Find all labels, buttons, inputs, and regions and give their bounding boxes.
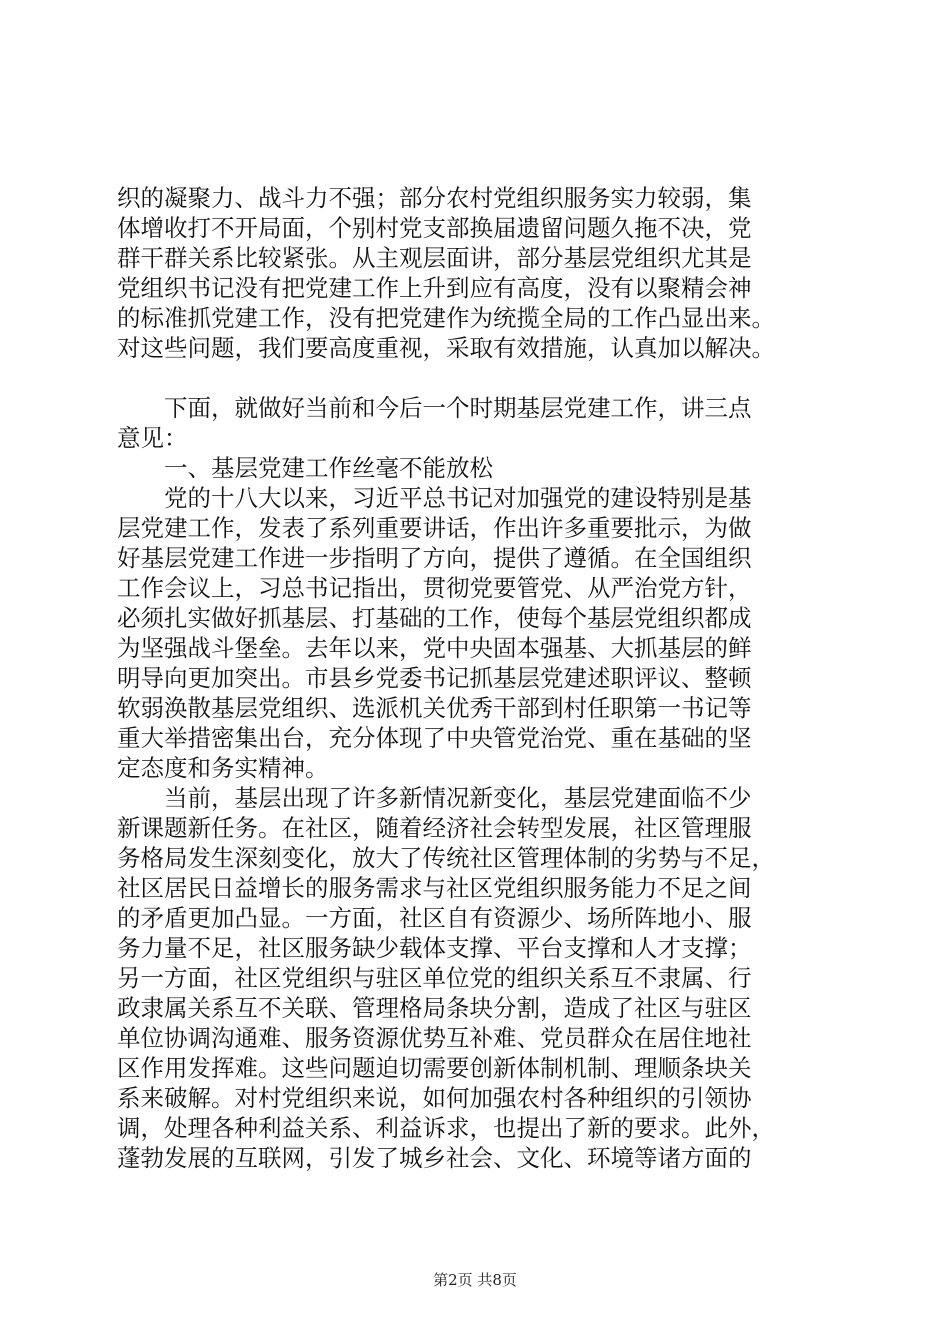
text-line: 定态度和务实精神。 <box>117 754 329 782</box>
text-line: 重大举措密集出台，充分体现了中央管党治党、重在基础的坚 <box>117 724 752 752</box>
text-line: 织的凝聚力、战斗力不强；部分农村党组织服务实力较弱，集 <box>117 184 752 212</box>
text-line: 必须扎实做好抓基层、打基础的工作，使每个基层党组织都成 <box>117 604 752 632</box>
text-line: 社区居民日益增长的服务需求与社区党组织服务能力不足之间 <box>117 874 752 902</box>
text-line: 下面，就做好当前和今后一个时期基层党建工作，讲三点 <box>117 394 752 422</box>
page-footer: 第2页 共8页 <box>433 1271 517 1289</box>
text-line: 调，处理各种利益关系、利益诉求，也提出了新的要求。此外， <box>117 1114 775 1142</box>
text-line: 党的十八大以来，习近平总书记对加强党的建设特别是基 <box>117 484 752 512</box>
section-heading: 一、基层党建工作丝毫不能放松 <box>117 454 493 482</box>
text-line: 体增收打不开局面，个别村党支部换届遗留问题久拖不决，党 <box>117 214 752 242</box>
text-line: 的标准抓党建工作，没有把党建作为统揽全局的工作凸显出来。 <box>117 304 775 332</box>
text-line: 明导向更加突出。市县乡党委书记抓基层党建述职评议、整顿 <box>117 664 752 692</box>
text-line: 好基层党建工作进一步指明了方向，提供了遵循。在全国组织 <box>117 544 752 572</box>
text-line: 另一方面，社区党组织与驻区单位党的组织关系互不隶属、行 <box>117 964 752 992</box>
text-line: 务力量不足，社区服务缺少载体支撑、平台支撑和人才支撑； <box>117 934 752 962</box>
text-line: 意见： <box>117 424 188 452</box>
text-line: 系来破解。对村党组织来说，如何加强农村各种组织的引领协 <box>117 1084 752 1112</box>
text-line: 群干群关系比较紧张。从主观层面讲，部分基层党组织尤其是 <box>117 244 752 272</box>
text-line: 对这些问题，我们要高度重视，采取有效措施，认真加以解决。 <box>117 334 775 362</box>
text-line: 区作用发挥难。这些问题迫切需要创新体制机制、理顺条块关 <box>117 1054 752 1082</box>
text-line: 的矛盾更加凸显。一方面，社区自有资源少、场所阵地小、服 <box>117 904 752 932</box>
text-line: 层党建工作，发表了系列重要讲话，作出许多重要批示，为做 <box>117 514 752 542</box>
text-line: 工作会议上，习总书记指出，贯彻党要管党、从严治党方针， <box>117 574 752 602</box>
text-line: 新课题新任务。在社区，随着经济社会转型发展，社区管理服 <box>117 814 752 842</box>
text-line: 务格局发生深刻变化，放大了传统社区管理体制的劣势与不足， <box>117 844 775 872</box>
text-line: 软弱涣散基层党组织、选派机关优秀干部到村任职第一书记等 <box>117 694 752 722</box>
text-line: 当前，基层出现了许多新情况新变化，基层党建面临不少 <box>117 784 752 812</box>
text-line: 党组织书记没有把党建工作上升到应有高度，没有以聚精会神 <box>117 274 752 302</box>
text-line: 蓬勃发展的互联网，引发了城乡社会、文化、环境等诸方面的 <box>117 1144 752 1172</box>
text-line: 单位协调沟通难、服务资源优势互补难、党员群众在居住地社 <box>117 1024 752 1052</box>
text-line: 为坚强战斗堡垒。去年以来，党中央固本强基、大抓基层的鲜 <box>117 634 752 662</box>
text-line: 政隶属关系互不关联、管理格局条块分割，造成了社区与驻区 <box>117 994 752 1022</box>
